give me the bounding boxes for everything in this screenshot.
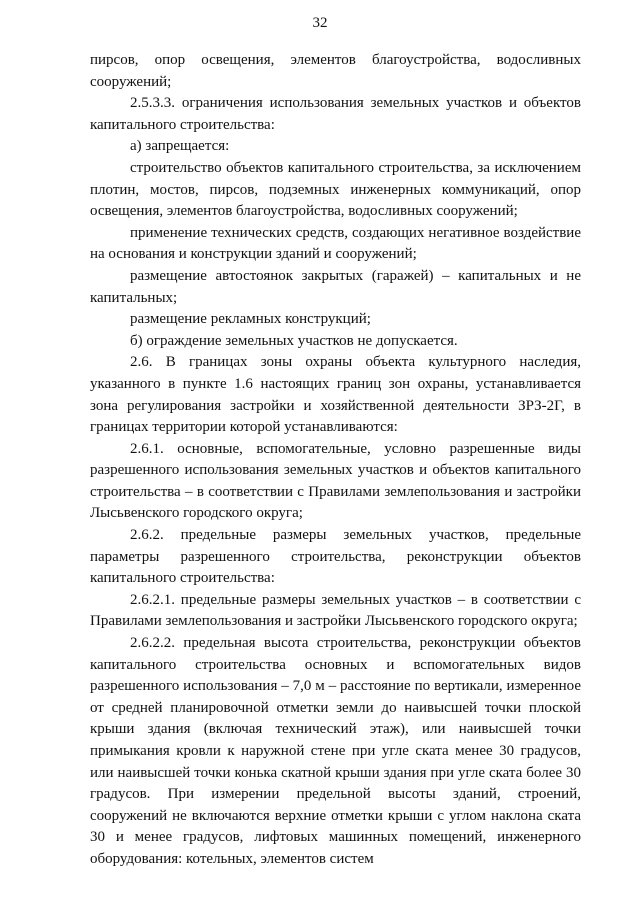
page-number: 32 [312,15,328,31]
paragraph: а) запрещается: [130,138,230,155]
paragraph: 2.6.2. предельные размеры земельных участков, предельные параметры разрешенного строительства, реконструкции объектов капитального строительства: [90,527,581,587]
paragraph: б) ограждение земельных участков не допускается. [130,332,458,349]
paragraph: размещение автостоянок закрытых (гаражей) – капитальных и не капитальных; [90,267,581,306]
paragraph: 2.6. В границах зоны охраны объекта культурного наследия, указанного в пункте 1.6 настоящих границ зон охраны, устанавливается зона регулирования застройки и хозяйственной деятельности ЗРЗ-2Г, в границах территории которой устанавливаются: [90,354,581,436]
paragraph: 2.5.3.3. ограничения использования земельных участков и объектов капитального строительства: [90,95,581,133]
paragraph: пирсов, опор освещения, элементов благоустройства, водосливных сооружений; [90,52,581,90]
paragraph: применение технических средств, создающих негативное воздействие на основания и конструкции зданий и сооружений; [90,224,581,263]
paragraph: размещение рекламных конструкций; [130,311,371,328]
paragraph: строительство объектов капитального строительства, за исключением плотин, мостов, пирсов, подземных инженерных коммуникаций, опор освещения, элементов благоустройства, водосливных сооружений; [90,159,581,220]
paragraph: 2.6.2.2. предельная высота строительства, реконструкции объектов капитального строительства основных и вспомогательных видов разрешенного использования – 7,0 м – расстояние по вертикали, измеренное от средней планировочной отметки земли до наивысшей точки плоской крыши здания (включая технический этаж), или наивысшей точки примыкания кровли к наружной стене при угле ската менее 30 градусов, или наивысшей точки конька скатной крыши здания при угле ската более 30 градусов. При измерении предельной высоты зданий, строений, сооружений не включаются верхние отметки крыши с углом наклона ската 30 и менее градусов, лифтовых машинных помещений, инженерного оборудования: котельных, элементов систем [90,635,581,867]
paragraph: 2.6.1. основные, вспомогательные, условно разрешенные виды разрешенного использования земельных участков и объектов капитального строительства – в соответствии с Правилами землепользования и застройки Лысьвенского городского округа; [90,440,581,522]
paragraph: 2.6.2.1. предельные размеры земельных участков – в соответствии с Правилами землепользования и застройки Лысьвенского городского округа; [90,591,581,630]
document-body [90,50,581,871]
